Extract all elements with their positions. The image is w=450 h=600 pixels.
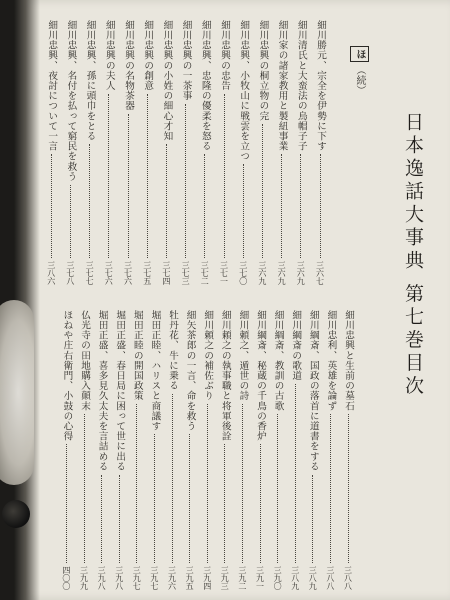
toc-entry-title: 堀田正盛、春日局に困って世に出る xyxy=(114,310,126,472)
toc-entry-page: 三七二 xyxy=(200,261,210,285)
toc-entry-page: 三七四 xyxy=(161,261,171,285)
toc-entry-page: 三九二 xyxy=(237,566,247,590)
toc-entry-title: 細川綱斎、国政の落首に道書をする xyxy=(307,310,319,472)
section-char: ほ xyxy=(350,46,369,62)
toc-entry xyxy=(254,310,266,590)
dot-leader xyxy=(147,94,148,258)
dot-leader xyxy=(243,164,244,258)
dot-leader xyxy=(70,185,71,258)
toc-entry xyxy=(184,310,196,590)
toc-entry-page: 三六九 xyxy=(296,261,306,285)
dot-leader xyxy=(89,144,90,258)
toc-entry xyxy=(237,20,249,285)
toc-entry-title: 細川忠興、忠隆の優柔を怒る xyxy=(199,20,211,152)
toc-entry xyxy=(307,310,319,590)
toc-entry-title: 細川頼之の補佐ぶり xyxy=(202,310,214,401)
dot-leader xyxy=(320,154,321,258)
toc-entry-title: 細川忠興の小姓の細心才知 xyxy=(161,20,173,142)
toc-entry-page: 三七八 xyxy=(65,261,75,285)
toc-entry-page: 三六九 xyxy=(257,261,267,285)
toc-entry xyxy=(148,310,160,590)
toc-entry-title: 細川勝元、宗全を伊勢に下す xyxy=(315,20,326,152)
toc-entry-page: 三九八 xyxy=(114,566,124,590)
dot-leader xyxy=(260,444,261,563)
toc-entry-title: 細川忠興の創意 xyxy=(142,20,154,91)
dot-leader xyxy=(166,144,167,258)
toc-entry xyxy=(166,310,178,590)
dot-leader xyxy=(154,434,155,563)
book-page xyxy=(14,0,450,600)
toc-entry xyxy=(289,310,301,590)
toc-entry-title: 堀田正睦の開国政策 xyxy=(131,310,143,401)
toc-entry-page: 三九八 xyxy=(97,566,107,590)
dot-leader xyxy=(207,404,208,563)
toc-entry xyxy=(78,310,90,590)
toc-entry xyxy=(64,20,76,285)
toc-entry-page: 三七六 xyxy=(104,261,114,285)
dot-leader xyxy=(300,154,301,258)
toc-entry xyxy=(199,20,211,285)
dot-leader xyxy=(84,414,85,563)
toc-entry-title: 細川綱斎、教訓の古歌 xyxy=(272,310,284,411)
binder-ring xyxy=(0,300,34,485)
toc-entry-page: 三八八 xyxy=(325,566,335,590)
toc-entry xyxy=(324,310,336,590)
dot-leader xyxy=(119,475,120,563)
toc-entry-page: 三九一 xyxy=(255,566,265,590)
toc-entry-title: 細川頼之、遁世の詩 xyxy=(237,310,249,401)
toc-entry-page: 三九六 xyxy=(167,566,177,590)
dot-leader xyxy=(348,414,349,563)
toc-entry xyxy=(160,20,172,285)
toc-entry-title: 細川頼之の執事職と将軍後詮 xyxy=(219,310,231,442)
toc-entry xyxy=(276,20,288,285)
toc-entry xyxy=(342,310,354,590)
dot-leader xyxy=(242,404,243,563)
toc-entry-page: 三八九 xyxy=(290,566,300,590)
toc-entry-title: 細川忠興の桐立物の完 xyxy=(257,20,269,121)
dot-leader xyxy=(136,404,137,563)
toc-entry-page: 三八六 xyxy=(46,261,56,285)
toc-entry-page: 三六七 xyxy=(315,261,325,285)
dot-leader xyxy=(108,94,109,258)
toc-entry-title: 細川忠興、夜討について一言 xyxy=(46,20,58,152)
dot-leader xyxy=(204,154,205,258)
toc-entry-title: 細川忠興、孫に頭巾をとる xyxy=(84,20,96,142)
toc-entry-page: 三九九 xyxy=(79,566,89,590)
toc-entry-page: 三六九 xyxy=(277,261,287,285)
dot-leader xyxy=(189,434,190,563)
dot-leader xyxy=(224,94,225,258)
toc-entry-page: 三七〇 xyxy=(238,261,248,285)
toc-entry xyxy=(141,20,153,285)
toc-entry-page: 三七六 xyxy=(123,261,133,285)
toc-entry xyxy=(60,310,72,590)
toc-entry-title: 細川忠興の夫人 xyxy=(103,20,115,91)
toc-entry-title: 仏光寺の田地購入顛末 xyxy=(79,310,90,411)
toc-entry-title: 細川忠興、名付を払って窮民を救う xyxy=(65,20,77,182)
toc-entry-page: 三九七 xyxy=(132,566,142,590)
toc-entry-title: 細川家の諸家教用と製紐事業 xyxy=(276,20,288,152)
toc-entry xyxy=(219,310,231,590)
toc-entry xyxy=(180,20,192,285)
toc-entry-title: 細川清氏と大蛮法の烏帽子子 xyxy=(295,20,307,152)
toc-entry xyxy=(236,310,248,590)
toc-entry-title: 細川綱斎、秘蔵の千鳥の香炉 xyxy=(255,310,266,442)
toc-entry-page: 三九〇 xyxy=(273,566,283,590)
dot-leader xyxy=(185,104,186,258)
toc-entry-page: 三七五 xyxy=(142,261,152,285)
toc-entry xyxy=(45,20,57,285)
section-heading xyxy=(350,46,369,95)
toc-entry xyxy=(113,310,125,590)
toc-entry xyxy=(256,20,268,285)
toc-entry-page: 三八八 xyxy=(343,566,353,590)
toc-entry-page: 三九七 xyxy=(149,566,159,590)
dot-leader xyxy=(295,384,296,563)
toc-entry xyxy=(272,310,284,590)
toc-entry-page: 四〇〇 xyxy=(61,566,71,590)
toc-entry-page: 三九五 xyxy=(185,566,195,590)
toc-entry-title: 細川忠興の名物茶器 xyxy=(123,20,134,111)
toc-entry xyxy=(131,310,143,590)
toc-entry-page: 三七七 xyxy=(85,261,95,285)
toc-entry-page: 三七三 xyxy=(181,261,191,285)
toc-entry-page: 三九四 xyxy=(202,566,212,590)
dot-leader xyxy=(172,394,173,563)
toc-entry-title: ほねや庄右衛門、小鼓の心得 xyxy=(61,310,73,442)
toc-entry xyxy=(103,20,115,285)
toc-entry-page: 三八九 xyxy=(308,566,318,590)
dot-leader xyxy=(330,414,331,563)
toc-entry-title: 牡丹花、牛に乗る xyxy=(167,310,178,391)
section-note: （続） xyxy=(354,65,365,95)
toc-entry xyxy=(201,310,213,590)
toc-entry-title: 細川忠興の忠告 xyxy=(219,20,230,91)
toc-entry xyxy=(122,20,134,285)
toc-entry xyxy=(96,310,108,590)
dot-leader xyxy=(51,154,52,258)
dot-leader xyxy=(281,154,282,258)
dot-leader xyxy=(128,114,129,258)
binder-hole xyxy=(2,500,30,528)
toc-entry-title: 細川忠興の一茶事 xyxy=(180,20,192,101)
book-title: 日本逸話大事典 第七巻目次 xyxy=(402,112,424,399)
toc-entry-title: 細川忠利、英雄を論ず xyxy=(325,310,337,411)
toc-entry-page: 三七一 xyxy=(219,261,229,285)
dot-leader xyxy=(224,444,225,563)
toc-entry-title: 細矢茶郎の一言、命を救う xyxy=(184,310,196,432)
toc-entry xyxy=(218,20,230,285)
toc-entry-title: 細川忠興、小牧山に戦雲を立つ xyxy=(238,20,250,162)
toc-entry xyxy=(314,20,326,285)
toc-entry-page: 三九三 xyxy=(220,566,230,590)
dot-leader xyxy=(277,414,278,563)
toc-entry-title: 細川忠興と生前の墓石 xyxy=(343,310,354,411)
toc-entry-title: 堀田正盛、喜多見久太夫を言詰める xyxy=(96,310,108,472)
dot-leader xyxy=(262,124,263,258)
dot-leader xyxy=(66,444,67,563)
toc-entry xyxy=(295,20,307,285)
dot-leader xyxy=(101,475,102,563)
toc-entry-title: 細川綱斎の歌道 xyxy=(290,310,302,381)
toc-entry-title: 堀田正睦、ハリスと商議す xyxy=(149,310,161,432)
toc-entry xyxy=(84,20,96,285)
dot-leader xyxy=(312,475,313,563)
